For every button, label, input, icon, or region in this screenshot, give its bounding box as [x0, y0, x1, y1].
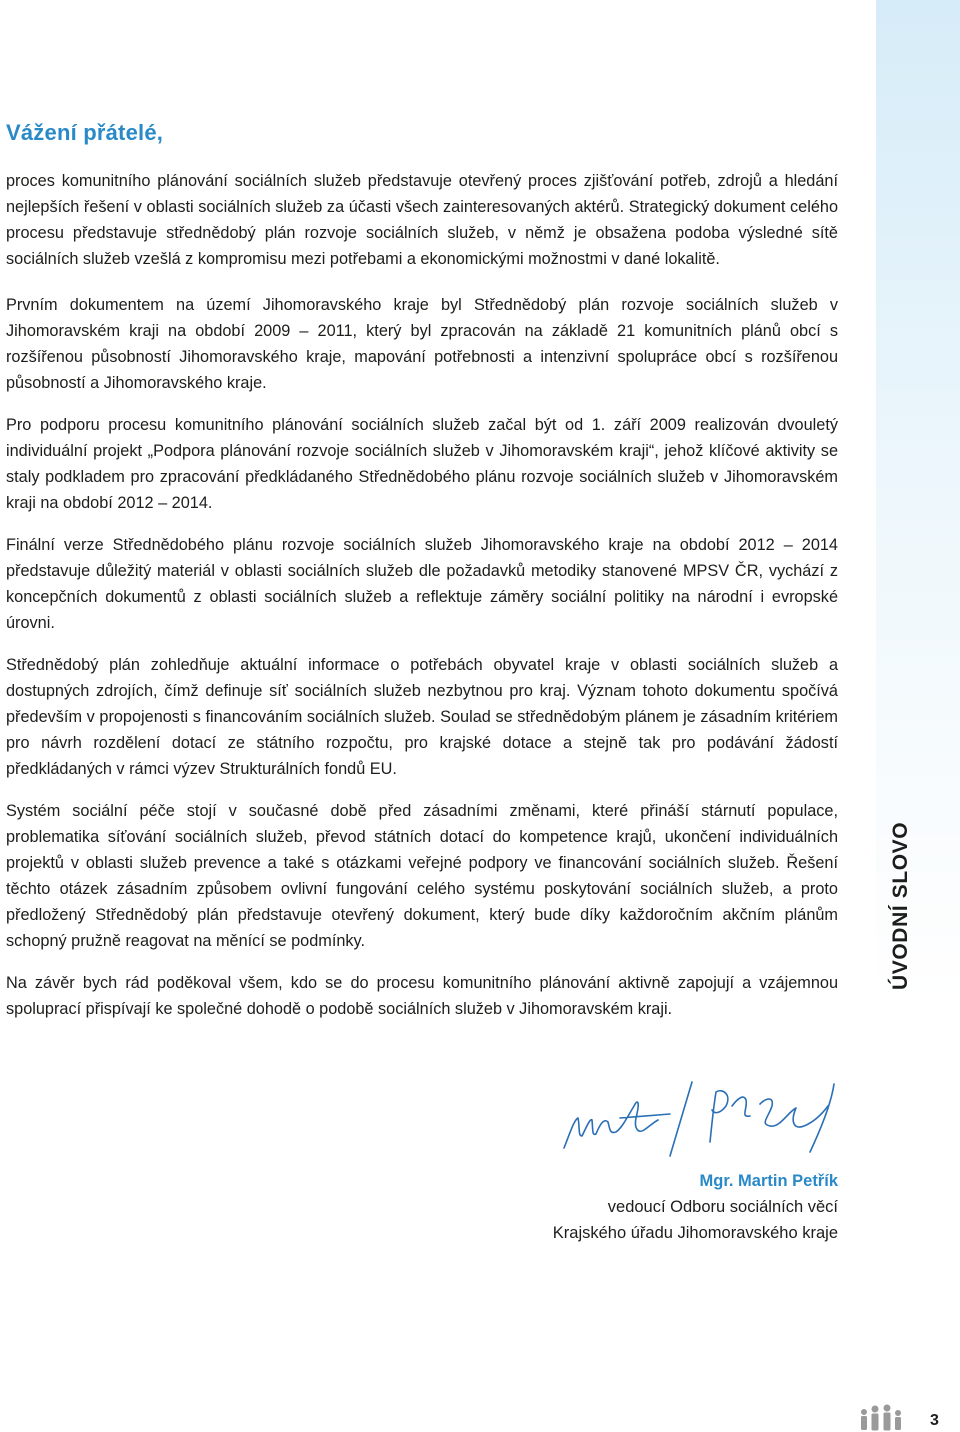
signatory-name: Mgr. Martin Petřík	[699, 1172, 838, 1190]
paragraph: Systém sociální péče stojí v současné době před zásadními změnami, které přináší stárnutí populace, problematika síťování sociálních služeb, převod státních dotací do kompetence krajů, ukončení individuálních projektů v oblasti služeb prevence a také s otázkami veřejné podpory ve financování sociálních služeb. Řešení těchto otázek zásadním způsobem ovlivní fungování celého systému poskytování sociálních služeb, a proto předložený Střednědobý plán představuje otevřený dokument, který bude díky každoročním akčním plánům schopný pružně reagovat na měnící se podmínky.	[6, 802, 838, 950]
section-label: ÚVODNÍ SLOVO	[889, 821, 912, 990]
handwritten-signature	[560, 1078, 840, 1158]
letter-body	[6, 118, 838, 1038]
people-logo-icon	[858, 1402, 908, 1432]
sidebar-band	[876, 0, 960, 1432]
paragraph: proces komunitního plánování sociálních služeb představuje otevřený proces zjišťování potřeb, zdrojů a hledání nejlepších řešení v oblasti sociálních služeb za účasti všech zainteresovaných aktérů. Strategický dokument celého procesu představuje střednědobý plán rozvoje sociálních služeb, v němž je obsažena podoba výsledné sítě sociálních služeb vzešlá z kompromisu mezi potřebami a ekonomickými možnostmi v dané lokalitě.	[6, 172, 838, 268]
paragraph: Pro podporu procesu komunitního plánování sociálních služeb začal být od 1. září 2009 realizován dvouletý individuální projekt „Podpora plánování rozvoje sociálních služeb v Jihomoravském kraji“, jehož klíčové aktivity se staly podkladem pro zpracování předkládaného Střednědobého plánu rozvoje sociálních služeb v Jihomoravském kraji na období 2012 – 2014.	[6, 416, 838, 512]
signature-block	[553, 1168, 838, 1246]
paragraph: Na závěr bych rád poděkoval všem, kdo se do procesu komunitního plánování aktivně zapojují a vzájemnou spoluprací přispívají ke společné dohodě o podobě sociálních služeb v Jihomoravském kraji.	[6, 974, 838, 1018]
page-number: 3	[930, 1412, 939, 1429]
paragraph: Střednědobý plán zohledňuje aktuální informace o potřebách obyvatel kraje v oblasti sociálních služeb a dostupných zdrojích, čímž definuje síť sociálních služeb nezbytnou pro kraj. Význam tohoto dokumentu spočívá především v propojenosti s financováním sociálních služeb. Soulad se střednědobým plánem je zásadním kritériem pro návrh rozdělení dotací ze státního rozpočtu, pro krajské dotace a stejně tak pro podávání žádostí předkládaných v rámci výzev Strukturálních fondů EU.	[6, 656, 838, 778]
signatory-office: Krajského úřadu Jihomoravského kraje	[552, 1224, 838, 1242]
greeting-heading: Vážení přátelé,	[6, 120, 164, 145]
paragraph: Finální verze Střednědobého plánu rozvoje sociálních služeb Jihomoravského kraje na období 2012 – 2014 představuje důležitý materiál v oblasti sociálních služeb dle požadavků metodiky stanovené MPSV ČR, vychází z koncepčních dokumentů z oblasti sociálních služeb a reflektuje záměry sociální politiky na národní i evropské úrovni.	[6, 536, 838, 632]
paragraph: Prvním dokumentem na území Jihomoravského kraje byl Střednědobý plán rozvoje sociálních služeb v Jihomoravském kraji na období 2009 – 2011, který byl zpracován na základě 21 komunitních plánů obcí s rozšířenou působností Jihomoravského kraje, mapování potřebnosti a intenzivní spolupráce obcí s rozšířenou působností a Jihomoravského kraje.	[6, 296, 838, 392]
signatory-role: vedoucí Odboru sociálních věcí	[607, 1198, 838, 1216]
